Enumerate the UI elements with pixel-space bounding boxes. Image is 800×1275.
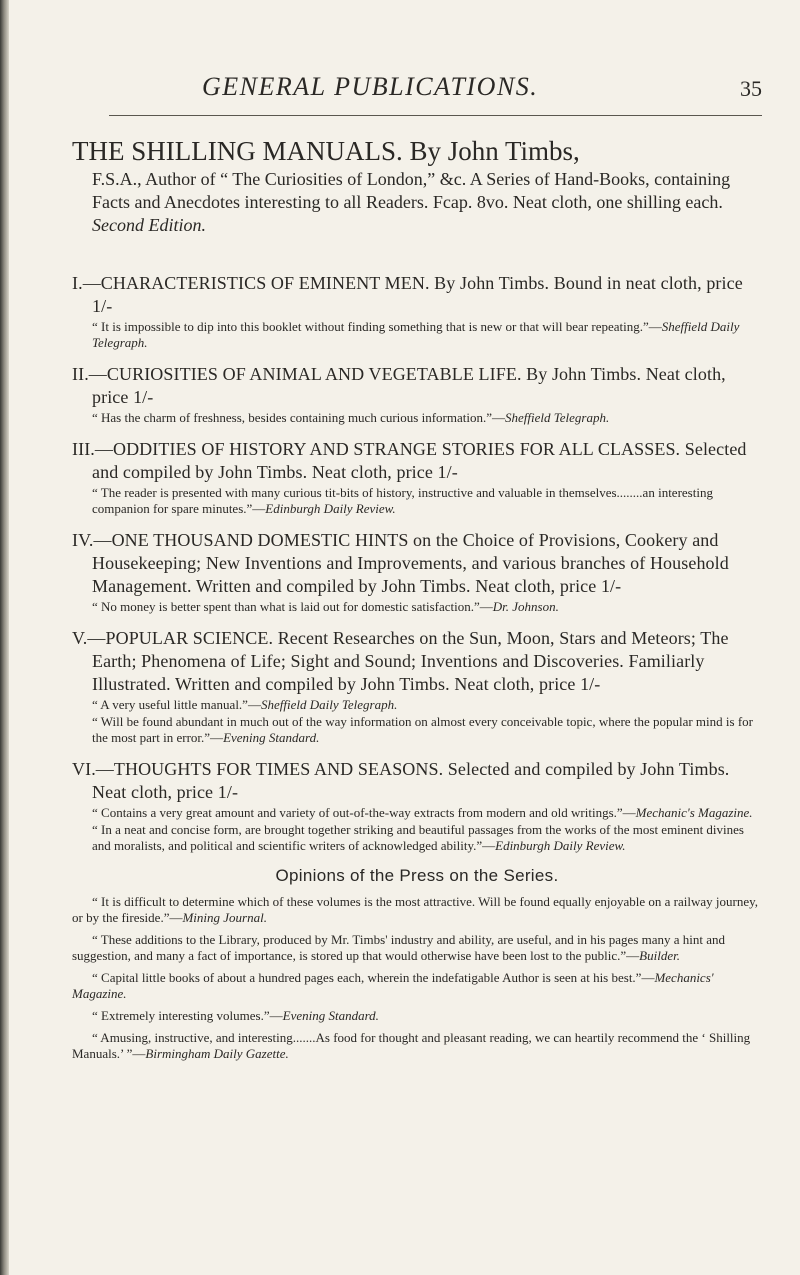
quote-source: Mining Journal.: [182, 910, 267, 925]
series-description: [92, 168, 762, 237]
press-quote: [72, 894, 762, 926]
quote-source: Sheffield Daily Telegraph.: [92, 319, 740, 350]
review-quote: [92, 319, 762, 351]
manual-entry: [72, 438, 762, 517]
manual-title-text: I.—CHARACTERISTICS OF EMINENT MEN. By John Timbs. Bound in neat cloth, price 1/-: [72, 273, 743, 316]
review-quote: [92, 697, 762, 713]
quote-text: “ No money is better spent than what is laid out for domestic satisfaction.”—: [92, 599, 493, 614]
review-quote: [92, 805, 762, 821]
quote-text: “ It is difficult to determine which of these volumes is the most attractive. Will be found equally enjoyable on a railway journey, or by the fireside.”—: [72, 894, 759, 925]
manual-title: [72, 627, 762, 696]
quote-text: “ In a neat and concise form, are brought together striking and beautiful passages from the works of the most eminent divines and moralists, and political and scientific writers of acknowledged ability.”—: [92, 822, 744, 853]
manual-entry: [72, 627, 762, 746]
quote-source: Evening Standard.: [282, 1008, 379, 1023]
review-quote: [92, 822, 762, 854]
quote-source: Dr. Johnson.: [492, 599, 559, 614]
opinions-heading: Opinions of the Press on the Series.: [275, 866, 559, 885]
quote-source: Edinburgh Daily Review.: [265, 501, 396, 516]
series-intro: [72, 134, 762, 237]
series-description-text: F.S.A., Author of “ The Curiosities of London,” &c. A Series of Hand-Books, containing Facts and Anecdotes interesting to all Readers. Fcap. 8vo. Neat cloth, one shilling each.: [92, 169, 731, 212]
press-quote: [72, 1030, 762, 1062]
quote-text: “ A very useful little manual.”—: [92, 697, 261, 712]
quote-source: Edinburgh Daily Review.: [495, 838, 626, 853]
review-quote: [92, 485, 762, 517]
quote-text: “ It is impossible to dip into this booklet without finding something that is new or that will bear repeating.”—: [92, 319, 662, 334]
quote-text: “ Will be found abundant in much out of the way information on almost every conceivable topic, where the popular mind is for the most part in error.”—: [92, 714, 753, 745]
edition-note: Second Edition.: [92, 215, 206, 235]
manual-entry: [72, 363, 762, 426]
quote-source: Mechanics' Magazine.: [72, 970, 714, 1001]
manual-list: [72, 272, 762, 1068]
manual-title: [72, 272, 762, 318]
review-quote: [92, 599, 762, 615]
quote-text: “ The reader is presented with many curious tit-bits of history, instructive and valuable in themselves........an interesting companion for spare minutes.”—: [92, 485, 713, 516]
manual-title-text: V.—POPULAR SCIENCE. Recent Researches on the Sun, Moon, Stars and Meteors; The Earth; Phenomena of Life; Sight and Sound; Inventions and Discoveries. Familiarly Illustrated. Written and compiled by John Timbs. Neat cloth, price 1/-: [72, 628, 729, 694]
quote-source: Sheffield Telegraph.: [505, 410, 610, 425]
manual-title: [72, 363, 762, 409]
press-quote: [72, 1008, 762, 1024]
quote-source: Mechanic's Magazine.: [635, 805, 753, 820]
review-quote: [92, 410, 762, 426]
quote-text: “ Capital little books of about a hundred pages each, wherein the indefatigable Author is seen at his best.”—: [92, 970, 655, 985]
page-binding-edge: [0, 0, 9, 1275]
header-rule: [109, 115, 762, 116]
manual-entry: [72, 529, 762, 615]
press-quote: [72, 932, 762, 964]
manual-title-text: III.—ODDITIES OF HISTORY AND STRANGE STORIES FOR ALL CLASSES. Selected and compiled by John Timbs. Neat cloth, price 1/-: [72, 439, 747, 482]
manual-entry: [72, 272, 762, 351]
quote-text: “ These additions to the Library, produced by Mr. Timbs' industry and ability, are useful, and in his pages many a hint and suggestion, and many a fact of importance, is stored up that would otherwise have been lost to the public.”—: [72, 932, 725, 963]
press-opinions: [72, 866, 762, 1062]
series-heading: THE SHILLING MANUALS. By John Timbs,: [72, 136, 580, 166]
quote-source: Birmingham Daily Gazette.: [145, 1046, 289, 1061]
manual-title: [72, 758, 762, 804]
quote-source: Evening Standard.: [223, 730, 320, 745]
quote-text: “ Contains a very great amount and variety of out-of-the-way extracts from modern and old writings.”—: [92, 805, 636, 820]
manual-title: [72, 529, 762, 598]
running-title: GENERAL PUBLICATIONS.: [202, 72, 539, 101]
quote-text: “ Has the charm of freshness, besides containing much curious information.”—: [92, 410, 505, 425]
running-head: [202, 72, 762, 112]
manual-entry: [72, 758, 762, 854]
manual-title-text: IV.—ONE THOUSAND DOMESTIC HINTS on the Choice of Provisions, Cookery and Housekeeping; New Inventions and Improvements, and various branches of Household Management. Written and compiled by John Timbs. Neat cloth, price 1/-: [72, 530, 729, 596]
book-page: [62, 0, 762, 1275]
review-quote: [92, 714, 762, 746]
manual-title: [72, 438, 762, 484]
manual-title-text: II.—CURIOSITIES OF ANIMAL AND VEGETABLE LIFE. By John Timbs. Neat cloth, price 1/-: [72, 364, 726, 407]
press-quote: [72, 970, 762, 1002]
manual-title-text: VI.—THOUGHTS FOR TIMES AND SEASONS. Selected and compiled by John Timbs. Neat cloth, price 1/-: [72, 759, 730, 802]
quote-text: “ Amusing, instructive, and interesting.......As food for thought and pleasant reading, we can heartily recommend the ‘ Shilling Manuals.’ ”—: [72, 1030, 751, 1061]
quote-text: “ Extremely interesting volumes.”—: [92, 1008, 283, 1023]
quote-source: Builder.: [639, 948, 680, 963]
quote-source: Sheffield Daily Telegraph.: [260, 697, 398, 712]
page-number: 35: [740, 76, 762, 101]
